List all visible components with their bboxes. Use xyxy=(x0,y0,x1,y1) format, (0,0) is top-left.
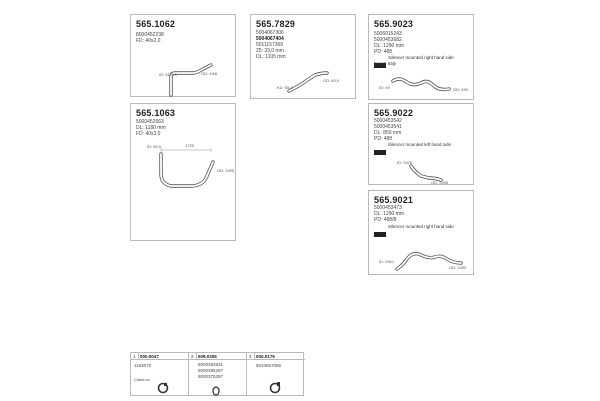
part-card-565-9021[interactable] xyxy=(368,190,474,275)
pipe-diagram xyxy=(369,191,475,276)
accessory-cell[interactable] xyxy=(189,353,247,395)
part-line: 5000453682 xyxy=(374,37,402,43)
accessory-part-number: 609.0306 xyxy=(198,354,217,359)
part-line: 5000453541 xyxy=(374,124,402,130)
dim-label: KD: 55,0 xyxy=(277,85,293,90)
part-line: DL: 1105 mm xyxy=(256,54,286,60)
accessory-header xyxy=(247,353,305,360)
part-card-565-1062[interactable] xyxy=(130,14,236,97)
dim-label: ID: 50,0 xyxy=(147,144,162,149)
part-line: 5004067404 xyxy=(256,36,284,42)
part-number: 565.1062 xyxy=(136,19,176,29)
accessories-strip xyxy=(130,352,304,396)
mount-note: Silencer mounted right hand side xyxy=(388,224,454,229)
accessory-line: 5000375297 xyxy=(198,374,224,379)
accessory-cell[interactable] xyxy=(247,353,305,395)
pipe-diagram xyxy=(369,15,475,101)
dim-label: ID: 49 xyxy=(379,85,390,90)
mount-note-2: Exact: Italy xyxy=(374,61,397,66)
accessory-line: 5000395297 xyxy=(198,368,224,373)
part-card-565-9022[interactable] xyxy=(368,103,474,185)
mount-note: Silencer mounted right hand side xyxy=(388,55,454,60)
dim-label: OD: 49,0 xyxy=(323,78,340,83)
hanger-ring-icon xyxy=(211,383,221,401)
accessory-cell[interactable] xyxy=(131,353,189,395)
part-line: 5000453473 xyxy=(374,205,402,211)
part-line: 5000452663 xyxy=(136,119,164,125)
dim-label: ID: 51,0/S xyxy=(159,72,177,77)
part-number: 565.7829 xyxy=(256,19,296,29)
accessory-index: 1 xyxy=(133,354,136,359)
part-line: PD: 488 xyxy=(374,136,393,142)
part-line: DL: 1290 mm xyxy=(374,211,405,217)
dim-label: ID: 0901 xyxy=(379,259,395,264)
dim-label: OD: 2493 xyxy=(449,265,467,270)
pipe-diagram xyxy=(131,15,237,98)
pipe-diagram xyxy=(131,104,237,242)
clamp-icon xyxy=(157,381,169,399)
part-line: FD: 40x3,0 xyxy=(136,131,161,137)
part-card-565-7829[interactable] xyxy=(250,14,356,99)
part-line: 5011157369 xyxy=(256,42,284,48)
part-line: 5006015243 xyxy=(374,31,402,37)
dim-label: ID: 0370 xyxy=(397,160,413,165)
part-number: 565.9021 xyxy=(374,195,414,205)
accessory-line: 1163070 xyxy=(134,363,152,368)
mount-note: Silencer mounted left hand side xyxy=(388,142,452,147)
part-line: 8000452238 xyxy=(136,32,164,38)
accessory-label: ClamLux xyxy=(134,377,150,382)
accessory-part-number: 000.0179 xyxy=(256,354,275,359)
part-number: 565.9023 xyxy=(374,19,414,29)
dim-label: OD: 2499 xyxy=(431,180,449,185)
part-card-565-1063[interactable] xyxy=(130,103,236,241)
part-number: 565.1063 xyxy=(136,108,176,118)
accessory-header xyxy=(131,353,188,360)
accessory-index: 3 xyxy=(249,354,252,359)
dim-label: OD: 2495 xyxy=(217,168,235,173)
part-line: 25: 33,0 mm xyxy=(256,48,284,54)
part-line: DL: 1290 mm xyxy=(374,43,405,49)
accessory-line: 5010657086 xyxy=(256,363,282,368)
accessory-index: 2 xyxy=(191,354,194,359)
part-line: 5004067306 xyxy=(256,30,284,36)
pipe-diagram xyxy=(251,15,357,100)
part-line: PD: 488/8 xyxy=(374,217,397,223)
dim-label: OD: 499 xyxy=(453,87,468,92)
part-line: 5000453542 xyxy=(374,118,402,124)
accessory-line: 5000392631 xyxy=(198,362,224,367)
accessory-part-number: 000.0047 xyxy=(140,354,159,359)
part-line: DL: 850 mm xyxy=(374,130,402,136)
clamp-icon xyxy=(269,381,281,399)
part-line: DL: 1180 mm xyxy=(136,125,166,131)
dim-label: OD: 49/8 xyxy=(201,71,218,76)
accessory-header xyxy=(189,353,246,360)
pipe-diagram xyxy=(369,104,475,186)
dim-label: 1725 xyxy=(185,143,194,148)
part-line: FD: 40x2,0 xyxy=(136,38,161,44)
part-line: PD: 488 xyxy=(374,49,393,55)
part-card-565-9023[interactable] xyxy=(368,14,474,100)
part-number: 565.9022 xyxy=(374,108,414,118)
